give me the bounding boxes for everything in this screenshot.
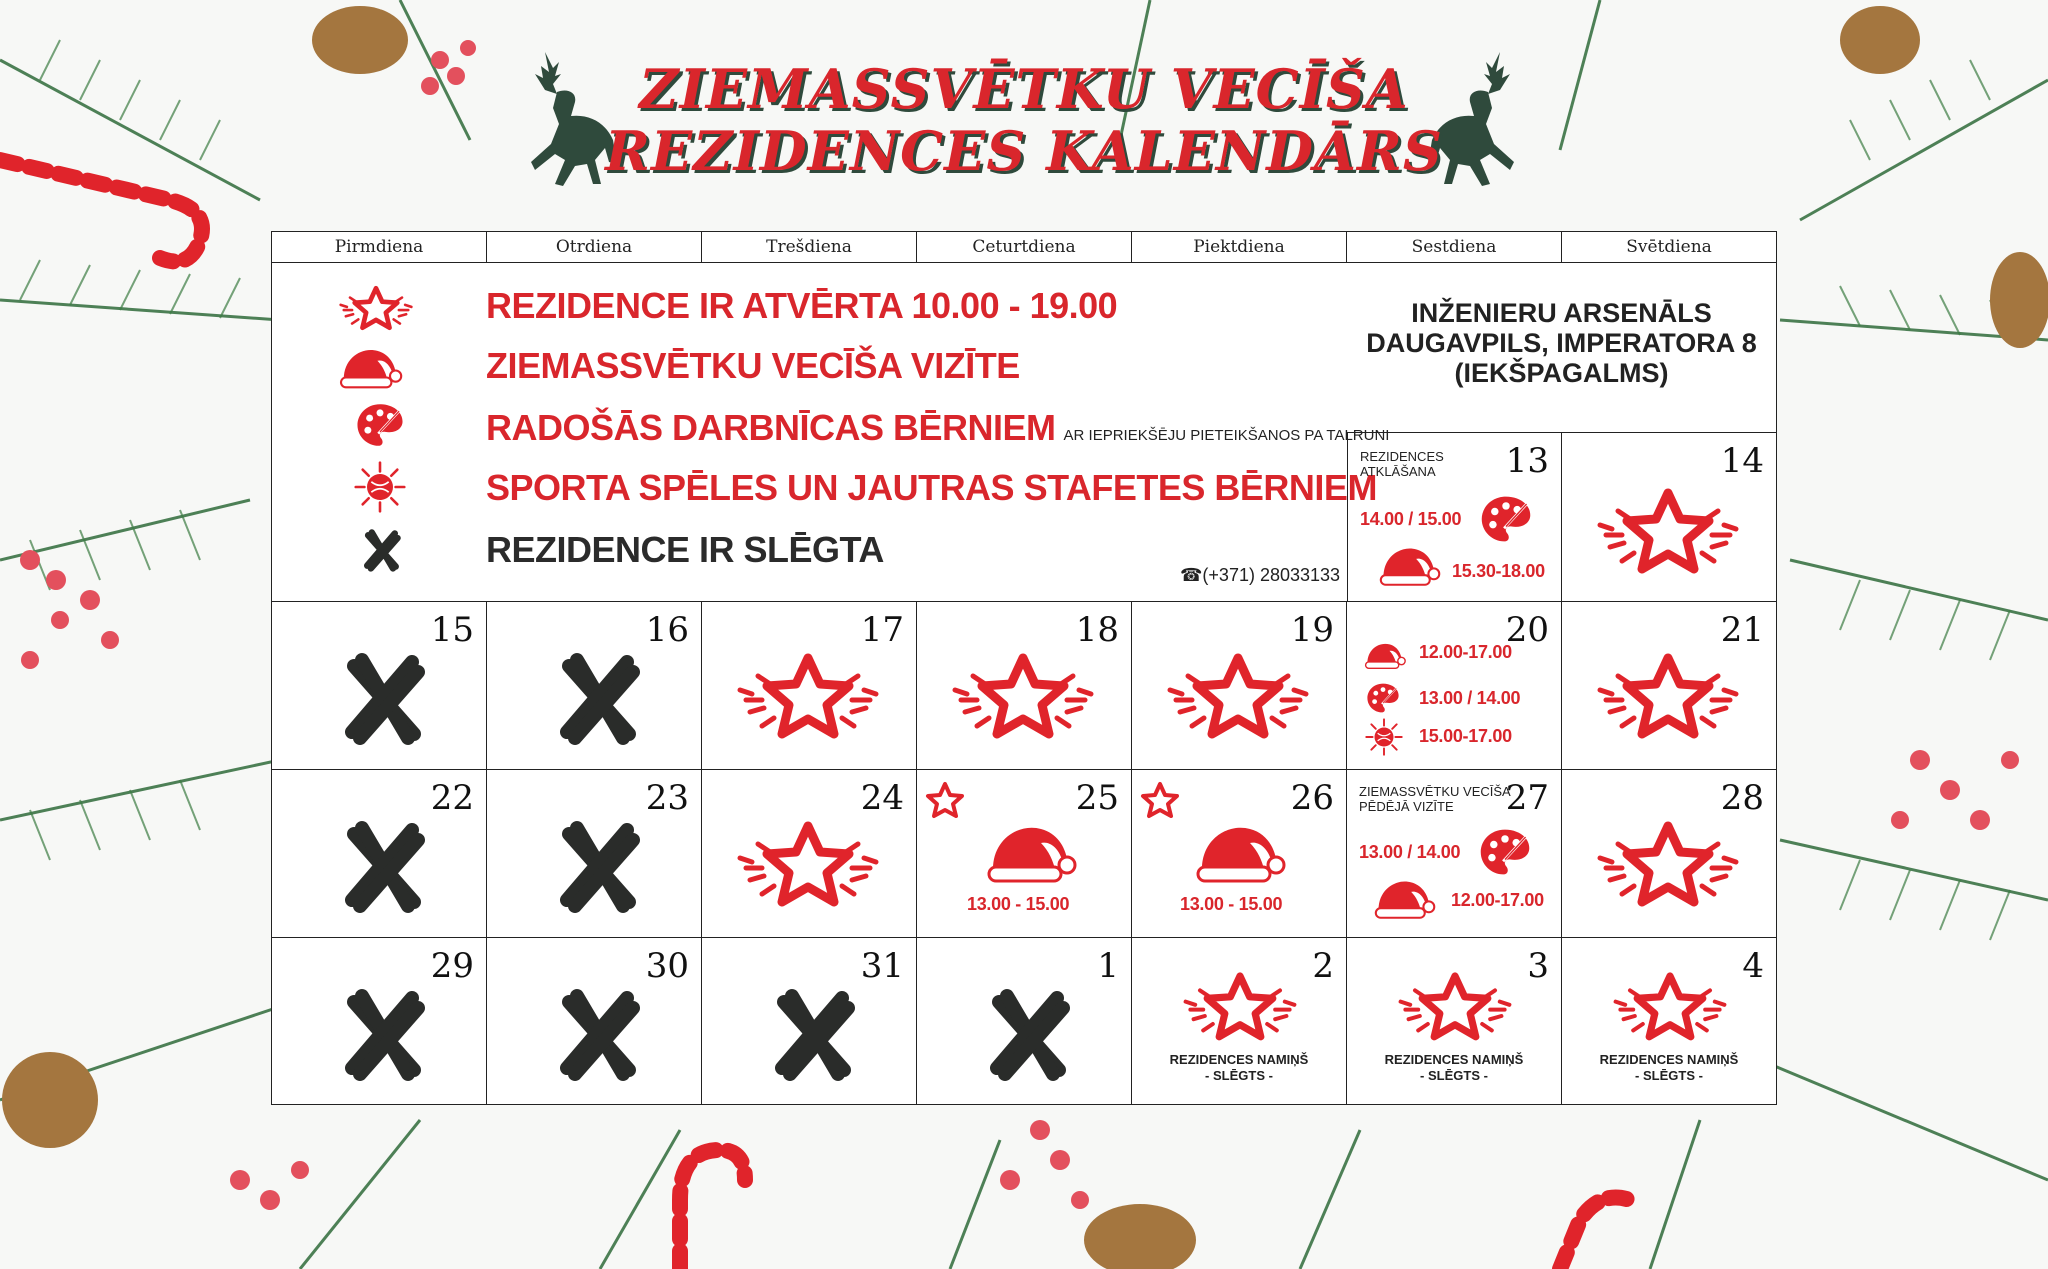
time-label: 13.00 - 15.00 (1180, 894, 1283, 914)
day-24 (702, 770, 917, 938)
day-number: 18 (1075, 610, 1119, 650)
day-note (1360, 449, 1444, 479)
star-small-icon (925, 780, 965, 820)
day-number: 31 (860, 946, 904, 986)
cross-icon (547, 984, 647, 1084)
weekday-monday: Pirmdiena (272, 232, 487, 263)
day-number: 22 (430, 778, 474, 818)
star-burst-icon (1158, 648, 1318, 748)
legend-sport: SPORTA SPĒLES UN JAUTRAS STAFETES BĒRNIEM (486, 467, 1377, 508)
day-note (1359, 784, 1511, 814)
closed-note-line: - SLĒGTS - (1420, 1068, 1488, 1083)
day-13 (1347, 432, 1562, 602)
time-label: 15.00-17.00 (1419, 726, 1512, 746)
day-20 (1347, 602, 1562, 770)
star-burst-icon (1588, 648, 1748, 748)
santa-hat-icon (1369, 872, 1437, 924)
day-30 (487, 938, 702, 1104)
star-burst-icon (1606, 968, 1734, 1048)
address-line-1: INŽENIERU ARSENĀLS (1411, 298, 1712, 328)
day-26 (1132, 770, 1347, 938)
day-18 (917, 602, 1132, 770)
day-number: 15 (430, 610, 474, 650)
address-line-3: (IEKŠPAGALMS) (1454, 358, 1669, 388)
closed-note-line: REZIDENCES NAMIŅŠ (1599, 1052, 1739, 1067)
day-number: 23 (645, 778, 689, 818)
cross-icon (332, 816, 432, 916)
time-label: 13.00 - 15.00 (967, 894, 1070, 914)
cross-icon (547, 648, 647, 748)
legend-closed: REZIDENCE IR SLĒGTA (486, 529, 884, 570)
day-number: 24 (860, 778, 904, 818)
sport-icon (1365, 718, 1403, 756)
day-15 (272, 602, 487, 770)
day-29 (272, 938, 487, 1104)
palette-icon (1478, 491, 1534, 547)
day-22 (272, 770, 487, 938)
star-small-icon (1140, 780, 1180, 820)
time-label: 14.00 / 15.00 (1360, 509, 1462, 529)
closed-note (1132, 1052, 1346, 1084)
day-17 (702, 602, 917, 770)
time-label: 15.30-18.00 (1452, 561, 1545, 581)
cross-icon (547, 816, 647, 916)
santa-hat-icon (1361, 638, 1407, 672)
day-number: 28 (1720, 778, 1764, 818)
day-27 (1347, 770, 1562, 938)
day-number: 1 (1097, 946, 1119, 986)
closed-note-line: REZIDENCES NAMIŅŠ (1169, 1052, 1309, 1067)
closed-note (1347, 1052, 1561, 1084)
star-burst-icon (943, 648, 1103, 748)
palette-icon (354, 399, 406, 451)
day-number: 25 (1075, 778, 1119, 818)
legend-open: REZIDENCE IR ATVĒRTA 10.00 - 19.00 (486, 285, 1118, 326)
day-note-line: REZIDENCES (1360, 449, 1444, 464)
day-number: 19 (1290, 610, 1334, 650)
weekday-wednesday: Trešdiena (702, 232, 917, 263)
time-label: 13.00 / 14.00 (1359, 842, 1461, 862)
cross-icon (977, 984, 1077, 1084)
day-number: 2 (1312, 946, 1334, 986)
cross-icon (358, 527, 404, 573)
santa-hat-icon (979, 816, 1079, 888)
star-burst-icon (1588, 816, 1748, 916)
calendar-grid (271, 231, 1777, 1105)
weekday-saturday: Sestdiena (1347, 232, 1562, 263)
day-25 (917, 770, 1132, 938)
sport-icon (354, 461, 406, 513)
weekday-thursday: Ceturtdiena (917, 232, 1132, 263)
star-burst-icon (1391, 968, 1519, 1048)
star-burst-icon (1176, 968, 1304, 1048)
day-note-line: ATKLĀŠANA (1360, 464, 1436, 479)
legend-workshops: RADOŠĀS DARBNĪCAS BĒRNIEM (486, 407, 1056, 448)
cross-icon (332, 648, 432, 748)
day-number: 13 (1505, 441, 1549, 481)
day-19 (1132, 602, 1347, 770)
legend-workshops-note: AR IEPRIEKŠĒJU PIETEIKŠANOS PA TALRUNI (1063, 427, 1390, 444)
day-note-line: ZIEMASSVĒTKU VECĪŠA (1359, 784, 1511, 799)
time-label: 12.00-17.00 (1419, 642, 1512, 662)
day-number: 29 (430, 946, 474, 986)
day-28 (1562, 770, 1776, 938)
cross-icon (332, 984, 432, 1084)
day-2 (1132, 938, 1347, 1104)
title-line-1: ZIEMASSVĒTKU VECĪŠA (639, 57, 1409, 121)
closed-note-line: - SLĒGTS - (1205, 1068, 1273, 1083)
star-burst-icon (334, 283, 418, 335)
page-title (0, 58, 2048, 182)
palette-icon (1477, 824, 1533, 880)
star-burst-icon (728, 816, 888, 916)
time-label: 12.00-17.00 (1451, 890, 1544, 910)
day-note-line: PĒDĒJĀ VIZĪTE (1359, 799, 1454, 814)
legend (272, 263, 1390, 602)
phone-icon: ☎ (1180, 565, 1203, 585)
palette-icon (1365, 680, 1401, 716)
weekday-friday: Piektdiena (1132, 232, 1347, 263)
santa-hat-icon (1374, 539, 1442, 591)
cross-icon (762, 984, 862, 1084)
time-label: 13.00 / 14.00 (1419, 688, 1521, 708)
day-3 (1347, 938, 1562, 1104)
phone-number (1180, 565, 1340, 586)
legend-santa: ZIEMASSVĒTKU VECĪŠA VIZĪTE (486, 345, 1020, 386)
day-number: 30 (645, 946, 689, 986)
address-line-2: DAUGAVPILS, IMPERATORA 8 (1366, 328, 1757, 358)
closed-note-line: - SLĒGTS - (1635, 1068, 1703, 1083)
day-number: 17 (860, 610, 904, 650)
day-31 (702, 938, 917, 1104)
day-14 (1562, 432, 1776, 602)
day-number: 26 (1290, 778, 1334, 818)
day-number: 3 (1527, 946, 1549, 986)
weekday-sunday: Svētdiena (1562, 232, 1776, 263)
day-number: 16 (645, 610, 689, 650)
day-number: 4 (1742, 946, 1764, 986)
day-number: 27 (1505, 778, 1549, 818)
santa-hat-icon (334, 341, 404, 393)
day-16 (487, 602, 702, 770)
phone-text: (+371) 28033133 (1202, 565, 1341, 585)
star-burst-icon (728, 648, 888, 748)
title-line-2: REZIDENCES KALENDĀRS (605, 119, 1443, 183)
closed-note (1562, 1052, 1776, 1084)
closed-note-line: REZIDENCES NAMIŅŠ (1384, 1052, 1524, 1067)
weekday-tuesday: Otrdiena (487, 232, 702, 263)
address (1347, 298, 1776, 388)
day-4 (1562, 938, 1776, 1104)
day-number: 21 (1720, 610, 1764, 650)
day-number: 14 (1720, 441, 1764, 481)
day-1 (917, 938, 1132, 1104)
santa-hat-icon (1188, 816, 1288, 888)
star-burst-icon (1588, 483, 1748, 583)
day-21 (1562, 602, 1776, 770)
legend-workshops-row (486, 407, 1389, 449)
day-number: 20 (1505, 610, 1549, 650)
day-23 (487, 770, 702, 938)
